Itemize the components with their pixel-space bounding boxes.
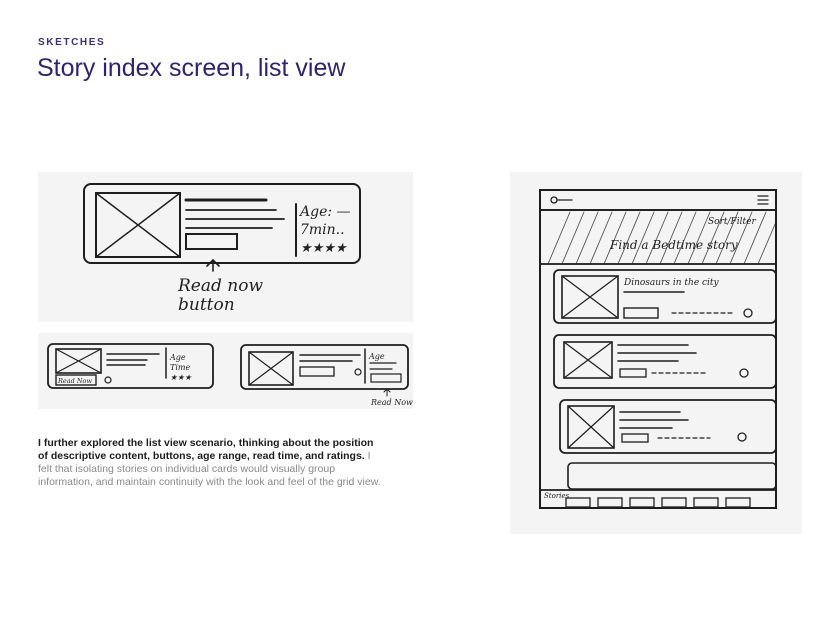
rating-stars: ★★★★ <box>300 241 347 256</box>
sketch-list-card-variants <box>38 333 413 409</box>
annotation-line1: Read now <box>178 276 264 296</box>
age-label: Age: — <box>300 204 351 220</box>
sketch-list-card-large <box>38 172 413 322</box>
phone-filter-label: Sort/Filter <box>708 217 756 227</box>
page-title: Story index screen, list view <box>37 54 346 82</box>
sketch-phone-list-screen <box>510 172 802 534</box>
phone-card-title: Dinosaurs in the city <box>624 278 719 288</box>
small-rating-stars: ★★★ <box>170 373 192 382</box>
phone-footer-label: Stories <box>544 492 570 500</box>
small-right-age-label: Age <box>369 352 385 361</box>
eyebrow-label: SKETCHES <box>38 37 106 48</box>
small-age-label: Age <box>170 353 186 362</box>
time-label: 7min.. <box>300 222 345 238</box>
caption-regular: I felt that isolating stories on individual cards would visually group information, and maintain continuity with the look and feel of the grid view. <box>38 450 381 488</box>
small-time-label: Time <box>170 363 191 372</box>
small-right-annotation: Read Now <box>371 398 413 407</box>
phone-hero-text: Find a Bedtime story <box>610 238 738 252</box>
small-read-now-button: Read Now <box>58 377 93 385</box>
description-paragraph <box>38 437 383 489</box>
caption-bold: I further explored the list view scenario, thinking about the position of descriptive content, buttons, age range, read time, and ratings. <box>38 437 374 462</box>
annotation-line2: button <box>178 295 235 315</box>
